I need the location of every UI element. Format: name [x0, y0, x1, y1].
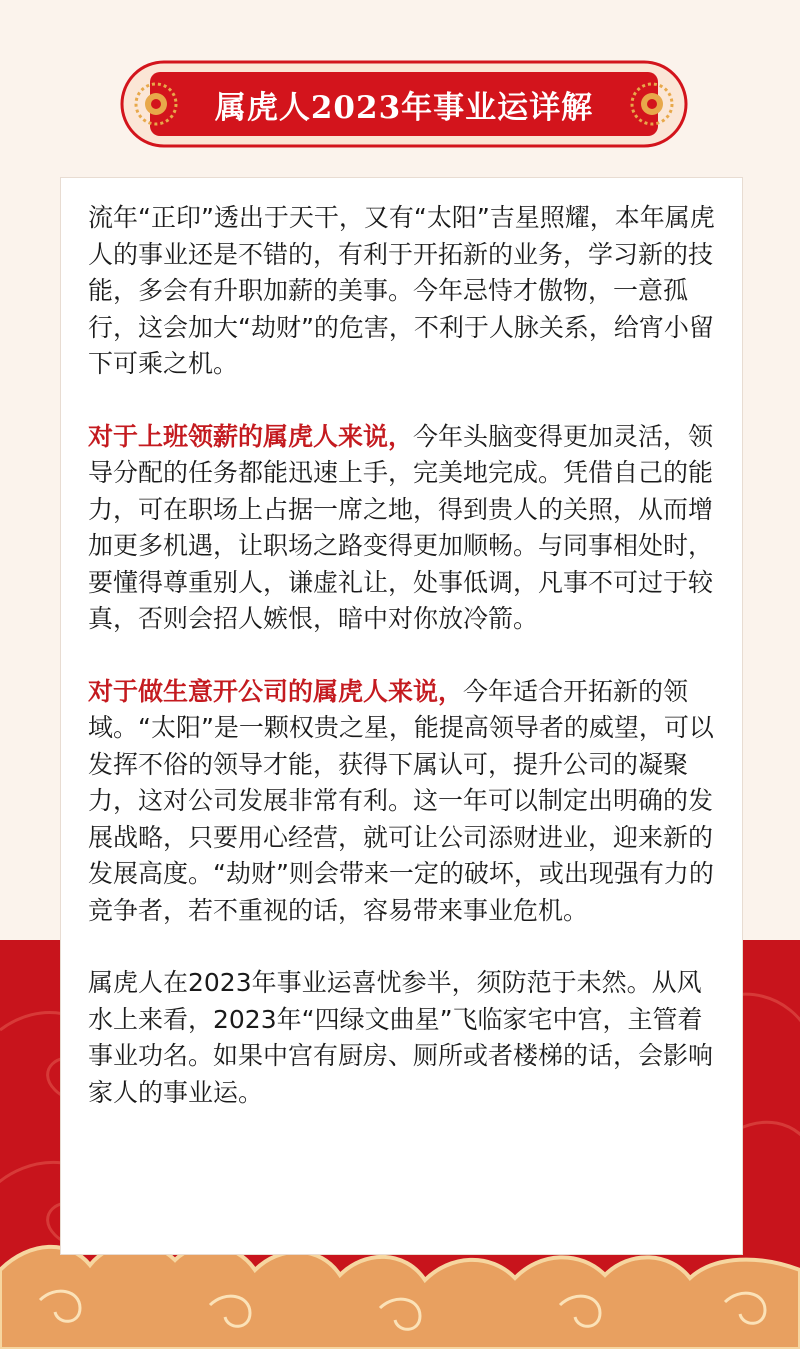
title-banner: [120, 60, 688, 148]
paragraph-highlight: 对于上班领薪的属虎人来说，: [88, 421, 414, 451]
article-body: [88, 200, 718, 1147]
article-card: [60, 177, 743, 1255]
paragraph-text: 流年“正印”透出于天干，又有“太阳”吉星照耀，本年属虎人的事业还是不错的，有利于开拓新的业务，学习新的技能，多会有升职加薪的美事。今年忌恃才傲物，一意孤行，这会加大“劫财”的危害，不利于人脉关系，给宵小留下可乘之机。: [88, 203, 715, 378]
paragraph-business-owners: [88, 674, 718, 930]
paragraph-text: 今年头脑变得更加灵活，领导分配的任务都能迅速上手，完美地完成。凭借自己的能力，可在职场上占据一席之地，得到贵人的关照，从而增加更多机遇，让职场之路变得更加顺畅。与同事相处时，要懂得尊重别人，谦虚礼让，处事低调，凡事不可过于较真，否则会招人嫉恨，暗中对你放冷箭。: [88, 421, 714, 633]
paragraph-text: 属虎人在2023年事业运喜忧参半，须防范于未然。从风水上来看，2023年“四绿文曲星”飞临家宅中宫，主管着事业功名。如果中宫有厨房、厕所或者楼梯的话，会影响家人的事业运。: [88, 968, 714, 1107]
paragraph-intro: [88, 200, 718, 383]
paragraph-employees: [88, 419, 718, 638]
paragraph-highlight: 对于做生意开公司的属虎人来说，: [88, 676, 464, 706]
paragraph-text: 今年适合开拓新的领域。“太阳”是一颗权贵之星，能提高领导者的威望，可以发挥不俗的领导才能，获得下属认可，提升公司的凝聚力，这对公司发展非常有利。这一年可以制定出明确的发展战略，只要用心经营，就可让公司添财进业，迎来新的发展高度。“劫财”则会带来一定的破坏，或出现强有力的竞争者，若不重视的话，容易带来事业危机。: [88, 676, 714, 925]
paragraph-fengshui: [88, 965, 718, 1111]
page-title: 属虎人2023年事业运详解: [214, 89, 594, 126]
